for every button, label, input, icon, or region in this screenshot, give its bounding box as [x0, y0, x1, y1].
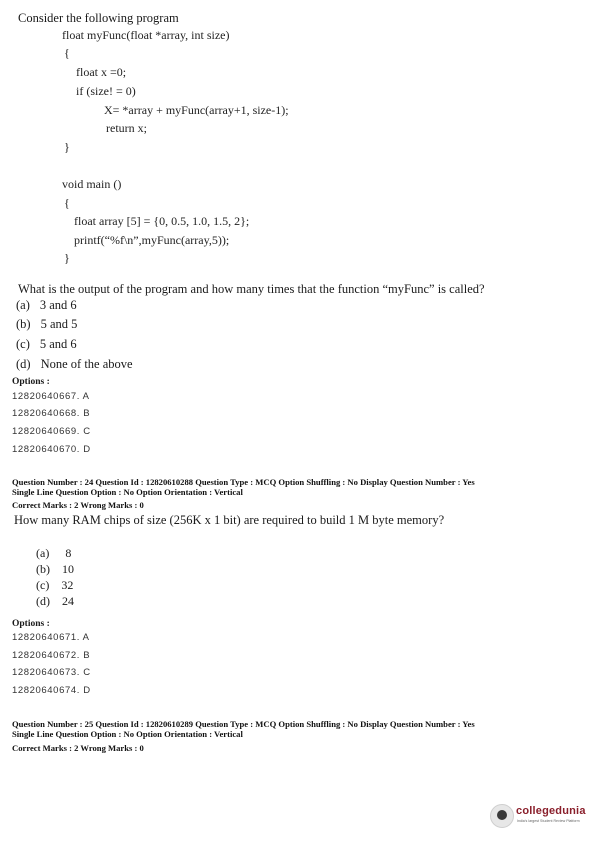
code-line: {: [64, 196, 70, 210]
choice-item: [36, 562, 74, 577]
code-line: X= *array + myFunc(array+1, size-1);: [104, 103, 289, 117]
q24-options-label: Options :: [12, 619, 50, 629]
q23-options-label: Options :: [12, 377, 50, 387]
choice-text: 5 and 6: [39, 337, 77, 351]
choice-item: [36, 594, 74, 609]
choice-label: (d): [16, 357, 31, 371]
code-line: float myFunc(float *array, int size): [62, 28, 230, 42]
q25-meta-line: Single Line Question Option : No Option Orientation : Vertical: [12, 729, 243, 739]
choice-item: [16, 298, 77, 313]
choice-item: [36, 578, 73, 593]
choice-label: (a): [16, 298, 30, 312]
code-line: void main (): [62, 177, 122, 191]
option-id: 12820640670. D: [12, 444, 91, 455]
choice-item: [16, 337, 77, 352]
choice-label: (d): [36, 594, 50, 608]
mascot-icon: [490, 804, 514, 828]
choice-label: (b): [16, 317, 31, 331]
code-line: float x =0;: [76, 65, 127, 79]
q24-question-text: How many RAM chips of size (256K x 1 bit) are required to build 1 M byte memory?: [14, 513, 445, 527]
code-line: if (size! = 0): [76, 84, 136, 98]
code-line: }: [64, 251, 70, 265]
option-id: 12820640673. C: [12, 667, 91, 678]
q23-question-text: What is the output of the program and how many times that the function “myFunc” is called?: [18, 282, 485, 296]
option-id: 12820640672. B: [12, 650, 91, 661]
logo-name: collegedunia: [516, 805, 586, 817]
q25-marks: Correct Marks : 2 Wrong Marks : 0: [12, 743, 144, 753]
q24-meta-line: Question Number : 24 Question Id : 12820610288 Question Type : MCQ Option Shuffling : No Display Question Number : Yes: [12, 477, 475, 487]
code-line: return x;: [106, 121, 147, 135]
option-id: 12820640671. A: [12, 632, 90, 643]
choice-item: [36, 546, 71, 561]
code-line: {: [64, 46, 70, 60]
option-id: 12820640674. D: [12, 685, 91, 696]
choice-text: None of the above: [40, 357, 133, 371]
choice-label: (c): [16, 337, 30, 351]
option-id: 12820640667. A: [12, 391, 90, 402]
choice-text: 10: [62, 562, 74, 576]
q24-meta-line: Single Line Question Option : No Option Orientation : Vertical: [12, 487, 243, 497]
choice-label: (c): [36, 578, 50, 592]
choice-text: 3 and 6: [39, 298, 77, 312]
q24-marks: Correct Marks : 2 Wrong Marks : 0: [12, 500, 144, 510]
choice-label: (b): [36, 562, 50, 576]
choice-text: 24: [62, 594, 74, 608]
code-line: }: [64, 140, 70, 154]
choice-text: 8: [65, 546, 72, 560]
option-id: 12820640668. B: [12, 408, 91, 419]
q25-meta-line: Question Number : 25 Question Id : 12820610289 Question Type : MCQ Option Shuffling : No Display Question Number : Yes: [12, 719, 475, 729]
choice-text: 5 and 5: [40, 317, 78, 331]
choice-item: [16, 357, 133, 372]
code-line: printf(“%f\n”,myFunc(array,5));: [74, 233, 230, 247]
collegedunia-logo: [490, 802, 590, 832]
q23-intro: Consider the following program: [18, 11, 179, 25]
choice-text: 32: [61, 578, 74, 592]
code-line: float array [5] = {0, 0.5, 1.0, 1.5, 2};: [74, 214, 250, 228]
choice-label: (a): [36, 546, 50, 560]
option-id: 12820640669. C: [12, 426, 91, 437]
logo-tagline: India's largest Student Review Platform: [517, 819, 580, 823]
choice-item: [16, 317, 77, 332]
